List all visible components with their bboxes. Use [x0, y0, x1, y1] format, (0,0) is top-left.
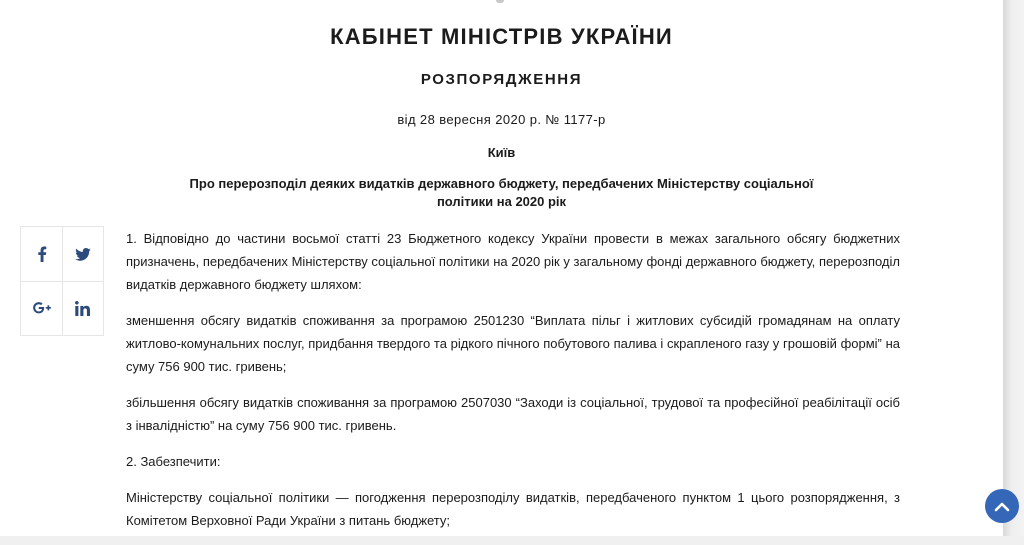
document-type: РОЗПОРЯДЖЕННЯ — [420, 71, 583, 88]
share-facebook-button[interactable] — [21, 227, 62, 281]
document-subject-line: Про перерозподіл деяких видатків державного бюджету, передбачених Міністерству соціальної — [189, 176, 814, 191]
scroll-to-top-button[interactable] — [985, 489, 1019, 523]
facebook-icon — [37, 246, 47, 262]
document-subject-line: політики на 2020 рік — [436, 194, 567, 209]
body-paragraph: 2. Забезпечити: — [126, 454, 221, 469]
document-city: Київ — [487, 145, 516, 160]
google-plus-icon — [33, 302, 51, 314]
share-twitter-button[interactable] — [62, 227, 103, 281]
body-paragraph: збільшення обсягу видатків споживання за програмою 2507030 “Заходи із соціальної, трудової та професійної реабілітації осіб з інвалідністю” на суму 756 900 тис. гривень. — [126, 395, 900, 433]
body-paragraph: Міністерству соціальної політики — погодження перерозподілу видатків, передбаченого пунктом 1 цього розпорядження, з Комітетом Верховної Ради України з питань бюджету; — [126, 490, 900, 528]
page-edge — [1003, 0, 1024, 536]
share-linkedin-button[interactable] — [62, 281, 103, 335]
document-date-number: від 28 вересня 2020 р. № 1177-р — [397, 112, 606, 127]
share-google-plus-button[interactable] — [21, 281, 62, 335]
document-subject — [180, 175, 823, 211]
linkedin-icon — [75, 301, 90, 316]
share-panel — [20, 226, 104, 336]
chevron-up-icon — [994, 501, 1010, 512]
page-title: КАБІНЕТ МІНІСТРІВ УКРАЇНИ — [330, 24, 673, 49]
top-marker — [496, 0, 504, 3]
document-body — [126, 227, 900, 545]
body-paragraph: зменшення обсягу видатків споживання за програмою 2501230 “Виплата пільг і житлових субсидій громадянам на оплату житлово-комунальних послуг, придбання твердого та рідкого пічного побутового палива і скрапленого газу у грошовій формі” на суму 756 900 тис. гривень; — [126, 313, 900, 374]
twitter-icon — [75, 248, 91, 261]
body-paragraph: 1. Відповідно до частини восьмої статті 23 Бюджетного кодексу України провести в межах загального обсягу бюджетних призначень, передбачених Міністерству соціальної політики на 2020 рік у загальному фонді державного бюджету, перерозподіл видатків державного бюджету шляхом: — [126, 231, 900, 292]
